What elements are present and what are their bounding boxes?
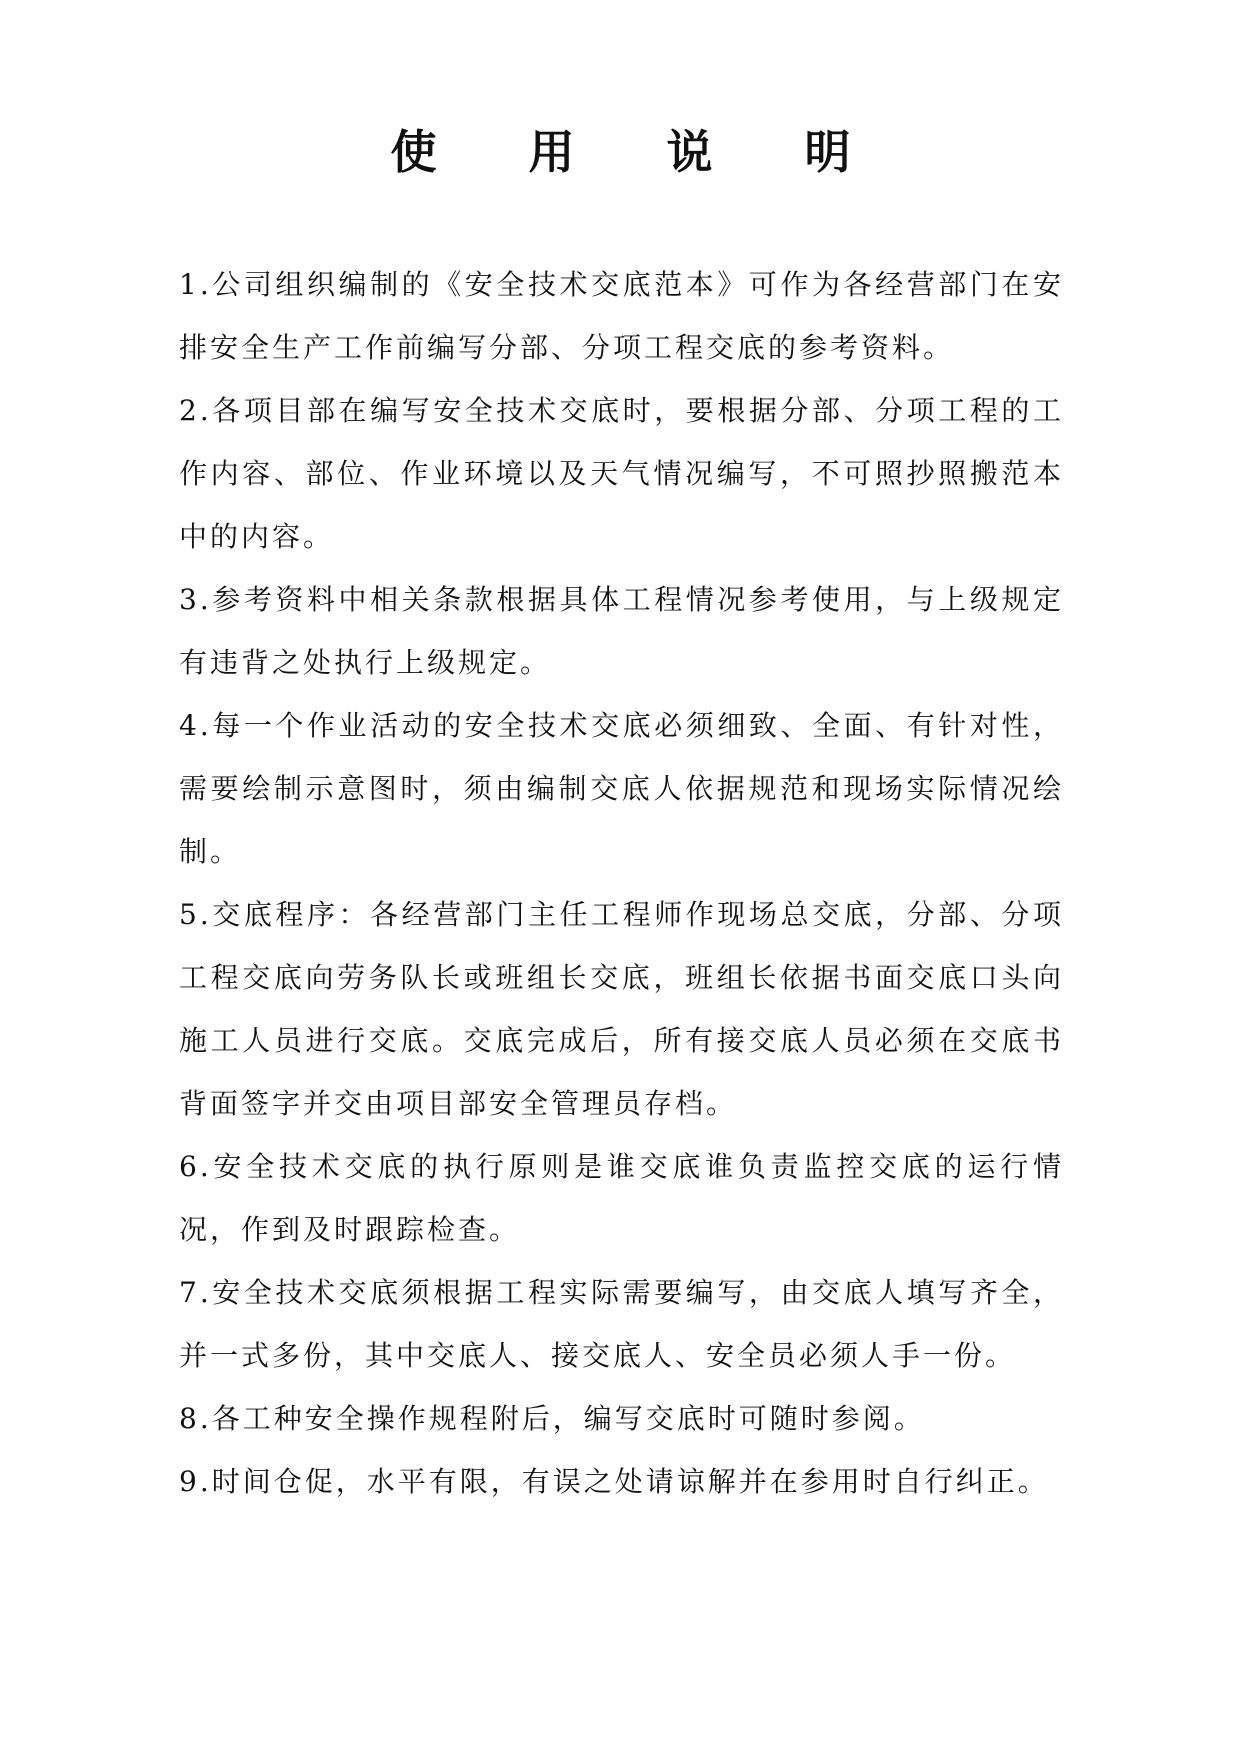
instruction-item-8: 8.各工种安全操作规程附后，编写交底时可随时参阅。	[179, 1402, 925, 1435]
instructions-list	[179, 253, 1064, 1513]
instruction-item-9: 9.时间仓促，水平有限，有误之处请谅解并在参用时自行纠正。	[179, 1465, 1049, 1498]
instruction-item-1: 1.公司组织编制的《安全技术交底范本》可作为各经营部门在安排安全生产工作前编写分部、分项工程交底的参考资料。	[179, 268, 1064, 364]
instruction-item-6: 6.安全技术交底的执行原则是谁交底谁负责监控交底的运行情况，作到及时跟踪检查。	[179, 1150, 1064, 1246]
instruction-item-3: 3.参考资料中相关条款根据具体工程情况参考使用，与上级规定有违背之处执行上级规定。	[179, 583, 1064, 679]
instruction-item-5: 5.交底程序：各经营部门主任工程师作现场总交底，分部、分项工程交底向劳务队长或班组长交底，班组长依据书面交底口头向施工人员进行交底。交底完成后，所有接交底人员必须在交底书背面签字并交由项目部安全管理员存档。	[179, 898, 1064, 1120]
instruction-item-2: 2.各项目部在编写安全技术交底时，要根据分部、分项工程的工作内容、部位、作业环境以及天气情况编写，不可照抄照搬范本中的内容。	[179, 394, 1064, 553]
instruction-item-4: 4.每一个作业活动的安全技术交底必须细致、全面、有针对性，需要绘制示意图时，须由编制交底人依据规范和现场实际情况绘制。	[179, 709, 1064, 868]
document-title: 使 用 说 明	[390, 125, 889, 179]
instruction-item-7: 7.安全技术交底须根据工程实际需要编写，由交底人填写齐全，并一式多份，其中交底人、接交底人、安全员必须人手一份。	[179, 1276, 1064, 1372]
